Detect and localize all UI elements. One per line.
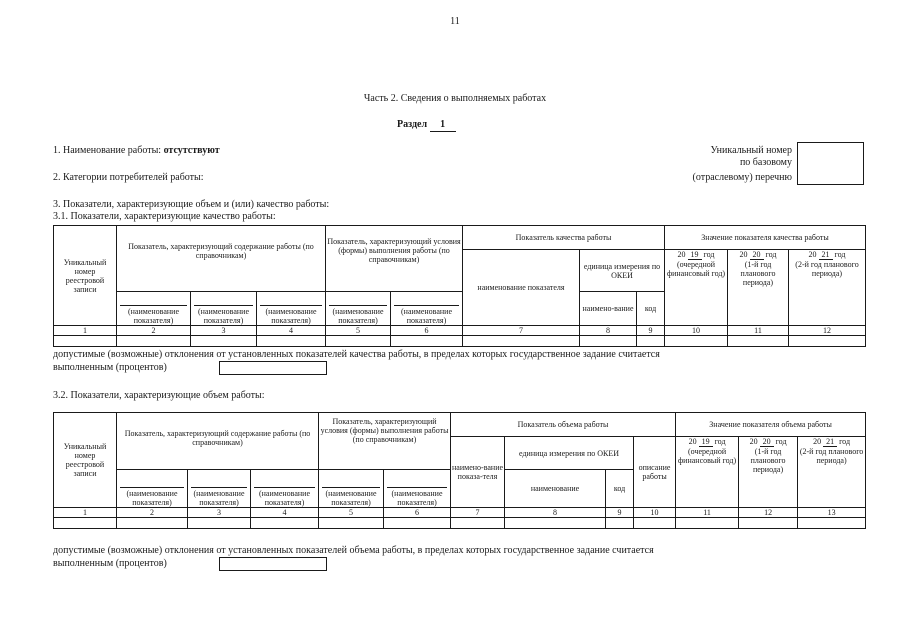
qt-header-okei-name: наимено-вание xyxy=(580,292,637,326)
vt-colnum-13: 13 xyxy=(798,508,866,518)
vt-colnum-8: 8 xyxy=(505,508,606,518)
vt-header-okei: единица измерения по ОКЕИ xyxy=(505,437,634,470)
qt-number-row xyxy=(54,326,866,336)
qt-sub-name-4: (наименование показателя) xyxy=(257,292,326,326)
qt-colnum-6: 6 xyxy=(391,326,463,336)
vt-header-year2: 20 20 год (1-й год планового периода) xyxy=(739,437,798,508)
qt-empty-cell[interactable] xyxy=(117,336,191,347)
qt-header-year2: 20 20 год (1-й год планового периода) xyxy=(728,250,789,326)
qt-header-unique: Уникальный номер реестровой записи xyxy=(54,226,117,326)
qt-empty-cell[interactable] xyxy=(191,336,257,347)
vt-empty-cell[interactable] xyxy=(117,518,188,529)
qt-colnum-2: 2 xyxy=(117,326,191,336)
vt-header-okei-code: код xyxy=(606,470,634,508)
vt-colnum-1: 1 xyxy=(54,508,117,518)
qt-colnum-3: 3 xyxy=(191,326,257,336)
vt-empty-cell[interactable] xyxy=(505,518,606,529)
qt-header-okei: единица измерения по ОКЕИ xyxy=(580,250,665,292)
vt-empty-cell[interactable] xyxy=(188,518,251,529)
qt-empty-cell[interactable] xyxy=(391,336,463,347)
qt-sub-name-6: (наименование показателя) xyxy=(391,292,463,326)
qt-empty-cell[interactable] xyxy=(257,336,326,347)
vt-colnum-9: 9 xyxy=(606,508,634,518)
vt-header-description: описание работы xyxy=(634,437,676,508)
quality-deviation-box[interactable] xyxy=(219,361,327,375)
vt-empty-cell[interactable] xyxy=(384,518,451,529)
qt-colnum-8: 8 xyxy=(580,326,637,336)
qt-header-okei-code: код xyxy=(637,292,665,326)
qt-empty-cell[interactable] xyxy=(326,336,391,347)
qt-colnum-9: 9 xyxy=(637,326,665,336)
vt-sub-name-4: (наименование показателя) xyxy=(251,470,319,508)
vt-header-indicator-name: наимено-вание показа-теля xyxy=(451,437,505,508)
work-name-value: отсутствуют xyxy=(163,145,220,156)
vt-empty-cell[interactable] xyxy=(676,518,739,529)
consumers-label: 2. Категории потребителей работы: xyxy=(53,172,204,183)
vt-colnum-7: 7 xyxy=(451,508,505,518)
qt-colnum-1: 1 xyxy=(54,326,117,336)
volume-deviation-box[interactable] xyxy=(219,557,327,571)
unique-number-box[interactable] xyxy=(797,142,864,185)
qt-header-quality-indicator: Показатель качества работы xyxy=(463,226,665,250)
unique-number-line2: по базовому xyxy=(739,157,792,168)
volume-title: 3.2. Показатели, характеризующие объем работы: xyxy=(53,390,265,401)
vt-colnum-5: 5 xyxy=(319,508,384,518)
vt-empty-cell[interactable] xyxy=(251,518,319,529)
vt-empty-cell[interactable] xyxy=(798,518,866,529)
vt-colnum-11: 11 xyxy=(676,508,739,518)
vt-colnum-12: 12 xyxy=(739,508,798,518)
page-number: 11 xyxy=(450,16,460,27)
qt-colnum-11: 11 xyxy=(728,326,789,336)
qt-header-indicator-name: наименование показателя xyxy=(463,250,580,326)
unique-number-line3: (отраслевому) перечню xyxy=(692,172,792,183)
part-title: Часть 2. Сведения о выполняемых работах xyxy=(363,93,547,104)
table-row[interactable] xyxy=(54,336,866,347)
volume-deviation-line1: допустимые (возможные) отклонения от установленных показателей объема работы, в пределах которых государственное задание считается xyxy=(53,545,654,556)
vt-header-year1: 20 19 год (очередной финансовый год) xyxy=(676,437,739,508)
qt-empty-cell[interactable] xyxy=(580,336,637,347)
quality-table xyxy=(53,225,866,347)
qt-colnum-5: 5 xyxy=(326,326,391,336)
vt-header-okei-name: наименование xyxy=(505,470,606,508)
vt-sub-name-2: (наименование показателя) xyxy=(117,470,188,508)
volume-table xyxy=(53,412,866,529)
qt-sub-name-3: (наименование показателя) xyxy=(191,292,257,326)
vt-empty-cell[interactable] xyxy=(739,518,798,529)
qt-sub-name-5: (наименование показателя) xyxy=(326,292,391,326)
qt-colnum-12: 12 xyxy=(789,326,866,336)
qt-header-year3: 20 21 год (2-й год планового периода) xyxy=(789,250,866,326)
vt-colnum-2: 2 xyxy=(117,508,188,518)
quality-deviation-line1: допустимые (возможные) отклонения от установленных показателей качества работы, в пределах которых государственное задание считается xyxy=(53,349,660,360)
qt-empty-cell[interactable] xyxy=(789,336,866,347)
vt-sub-name-6: (наименование показателя) xyxy=(384,470,451,508)
vt-header-unique: Уникальный номер реестровой записи xyxy=(54,413,117,508)
qt-empty-cell[interactable] xyxy=(728,336,789,347)
vt-colnum-6: 6 xyxy=(384,508,451,518)
qt-empty-cell[interactable] xyxy=(665,336,728,347)
vt-empty-cell[interactable] xyxy=(54,518,117,529)
vt-colnum-10: 10 xyxy=(634,508,676,518)
qt-empty-cell[interactable] xyxy=(463,336,580,347)
table-row[interactable] xyxy=(54,518,866,529)
indicators-title: 3. Показатели, характеризующие объем и (или) качество работы: xyxy=(53,199,330,210)
qt-empty-cell[interactable] xyxy=(637,336,665,347)
qt-header-year1: 20 19 год (очередной финансовый год) xyxy=(665,250,728,326)
section-label: Раздел xyxy=(397,119,428,130)
work-name-line xyxy=(53,145,453,157)
quality-title: 3.1. Показатели, характеризующие качество работы: xyxy=(53,211,276,222)
qt-sub-name-2: (наименование показателя) xyxy=(117,292,191,326)
qt-empty-cell[interactable] xyxy=(54,336,117,347)
unique-number-line1: Уникальный номер xyxy=(710,145,792,156)
vt-header-content: Показатель, характеризующий содержание работы (по справочникам) xyxy=(117,413,319,470)
qt-header-content: Показатель, характеризующий содержание работы (по справочникам) xyxy=(117,226,326,292)
vt-empty-cell[interactable] xyxy=(451,518,505,529)
quality-deviation-line2: выполненным (процентов) xyxy=(53,362,167,373)
vt-sub-name-3: (наименование показателя) xyxy=(188,470,251,508)
qt-colnum-10: 10 xyxy=(665,326,728,336)
vt-colnum-3: 3 xyxy=(188,508,251,518)
vt-header-volume-value: Значение показателя объема работы xyxy=(676,413,866,437)
volume-deviation-line2: выполненным (процентов) xyxy=(53,558,167,569)
work-name-label: 1. Наименование работы: xyxy=(53,145,162,156)
qt-colnum-7: 7 xyxy=(463,326,580,336)
section-number: 1 xyxy=(430,119,456,132)
vt-sub-name-5: (наименование показателя) xyxy=(319,470,384,508)
vt-colnum-4: 4 xyxy=(251,508,319,518)
vt-empty-cell[interactable] xyxy=(634,518,676,529)
vt-empty-cell[interactable] xyxy=(606,518,634,529)
vt-header-volume-indicator: Показатель объема работы xyxy=(451,413,676,437)
vt-number-row xyxy=(54,508,866,518)
vt-header-conditions: Показатель, характеризующий условия (формы) выполнения работы (по справочникам) xyxy=(319,413,451,470)
vt-empty-cell[interactable] xyxy=(319,518,384,529)
vt-header-year3: 20 21 год (2-й год планового периода) xyxy=(798,437,866,508)
qt-header-quality-value: Значение показателя качества работы xyxy=(665,226,866,250)
qt-header-conditions: Показатель, характеризующий условия (формы) выполнения работы (по справочникам) xyxy=(326,226,463,292)
qt-colnum-4: 4 xyxy=(257,326,326,336)
section-heading xyxy=(397,119,497,132)
